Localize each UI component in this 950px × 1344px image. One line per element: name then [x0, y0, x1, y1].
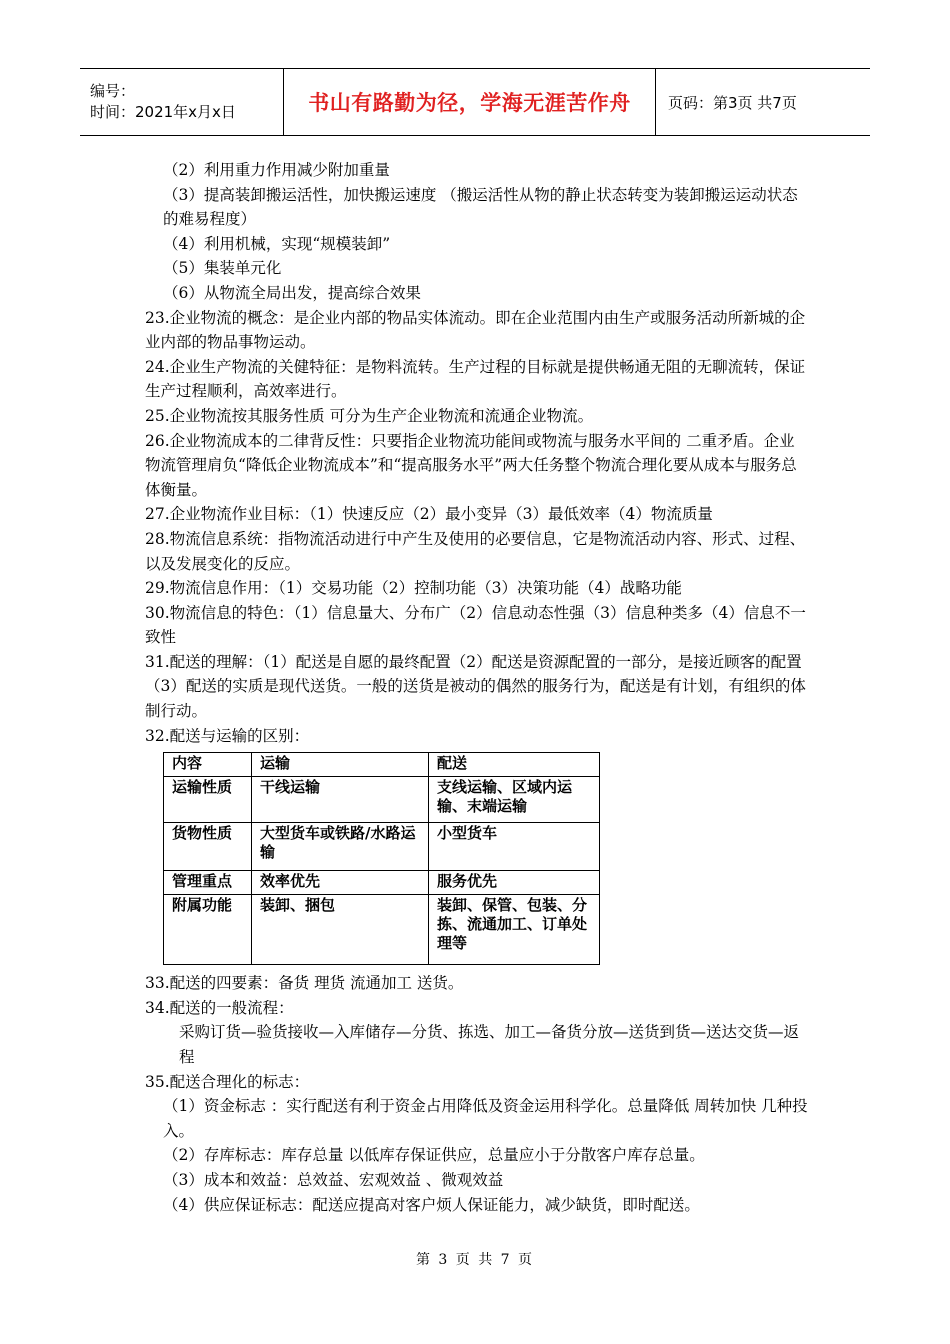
- table-row: [164, 871, 600, 895]
- table-cell: 装卸、捆包: [252, 895, 429, 965]
- table-header-cell: 配送: [429, 753, 600, 777]
- header-page-cell: [656, 69, 870, 135]
- table-row: [164, 895, 600, 965]
- paragraphs-after-table: [145, 971, 810, 1217]
- table-cell: 附属功能: [164, 895, 252, 965]
- header-motto-cell: [283, 69, 656, 135]
- header-page-number: 页码：第3页 共7页: [668, 93, 797, 112]
- paragraph: （1）资金标志 ：实行配送有利于资金占用降低及资金运用科学化。总量降低 周转加快 几种投入。: [163, 1097, 808, 1140]
- paragraph: 34.配送的一般流程：: [145, 998, 294, 1017]
- page-footer: 第 3 页 共 7 页: [415, 1252, 535, 1268]
- table-cell: 支线运输、区域内运输、末端运输: [429, 777, 600, 823]
- paragraph: （6）从物流全局出发，提高综合效果: [163, 283, 421, 302]
- table-cell: 运输性质: [164, 777, 252, 823]
- table-cell: 效率优先: [252, 871, 429, 895]
- comparison-table: [163, 752, 600, 965]
- paragraph: 26.企业物流成本的二律背反性：只要指企业物流功能间或物流与服务水平间的 二重矛盾。企业物流管理肩负“降低企业物流成本”和“提高服务水平”两大任务整个物流合理化要从成本与服务总体衡量。: [145, 431, 797, 499]
- paragraph: （3）成本和效益：总效益、宏观效益 、微观效益: [163, 1171, 504, 1189]
- paragraph: 35.配送合理化的标志：: [145, 1072, 310, 1091]
- paragraph: 27.企业物流作业目标：（1）快速反应（2）最小变异（3）最低效率（4）物流质量: [145, 505, 713, 524]
- table-row: [164, 823, 600, 871]
- paragraph: 31.配送的理解：（1）配送是自愿的最终配置（2）配送是资源配置的一部分，是接近顾客的配置（3）配送的实质是现代送货。一般的送货是被动的偶然的服务行为，配送是有计划，有组织的体制行动。: [145, 652, 806, 721]
- table-cell: 小型货车: [429, 823, 600, 871]
- paragraph: 24.企业生产物流的关健特征：是物料流转。生产过程的目标就是提供畅通无阻的无聊流转，保证生产过程顺利，高效率进行。: [145, 357, 806, 401]
- table-header-row: [164, 753, 600, 777]
- document-body: [145, 158, 810, 1217]
- header-meta: [80, 69, 283, 135]
- paragraph: 采购订货—验货接收—入库储存—分货、拣选、加工—备货分放—送货到货—送达交货—返程: [179, 1023, 800, 1067]
- table-cell: 干线运输: [252, 777, 429, 823]
- table-header-cell: 内容: [164, 753, 252, 777]
- page-header: [80, 68, 870, 136]
- paragraph: 33.配送的四要素：备货 理货 流通加工 送货。: [145, 974, 464, 993]
- document-number: 编号：: [90, 82, 136, 100]
- table-row: [164, 777, 600, 823]
- paragraphs-before-table: [145, 158, 810, 748]
- table-cell: 装卸、保管、包装、分拣、流通加工、订单处理等: [429, 895, 600, 965]
- paragraph: 28.物流信息系统：指物流活动进行中产生及使用的必要信息，它是物流活动内容、形式、过程、以及发展变化的反应。: [145, 529, 806, 573]
- paragraph: 23.企业物流的概念：是企业内部的物品实体流动。即在企业范围内由生产或服务活动所新城的企业内部的物品事物运动。: [145, 308, 806, 352]
- table-cell: 管理重点: [164, 871, 252, 895]
- header-motto: 书山有路勤为径，学海无涯苦作舟: [308, 91, 631, 115]
- table-cell: 服务优先: [429, 871, 600, 895]
- paragraph: 30.物流信息的特色：（1）信息量大、分布广（2）信息动态性强（3）信息种类多（4）信息不一致性: [145, 603, 806, 647]
- document-date: 时间：2021年x月x日: [90, 103, 236, 121]
- paragraph: （4）供应保证标志：配送应提高对客户烦人保证能力，减少缺货，即时配送。: [163, 1195, 700, 1214]
- paragraph: 32.配送与运输的区别：: [145, 726, 310, 745]
- paragraph: （2）利用重力作用减少附加重量: [163, 161, 390, 179]
- table-header-cell: 运输: [252, 753, 429, 777]
- paragraph: 29.物流信息作用：（1）交易功能（2）控制功能（3）决策功能（4）战略功能: [145, 579, 682, 598]
- paragraph: （2）存库标志：库存总量 以低库存保证供应，总量应小于分散客户库存总量。: [163, 1146, 705, 1165]
- table-cell: 大型货车或铁路/水路运输: [252, 823, 429, 871]
- paragraph: （3）提高装卸搬运活性，加快搬运速度 （搬运活性从物的静止状态转变为装卸搬运运动状态的难易程度）: [163, 185, 798, 229]
- paragraph: （4）利用机械，实现“规模装卸”: [163, 234, 391, 253]
- paragraph: 25.企业物流按其服务性质 可分为生产企业物流和流通企业物流。: [145, 406, 594, 425]
- paragraph: （5）集装单元化: [163, 259, 282, 278]
- table-cell: 货物性质: [164, 823, 252, 871]
